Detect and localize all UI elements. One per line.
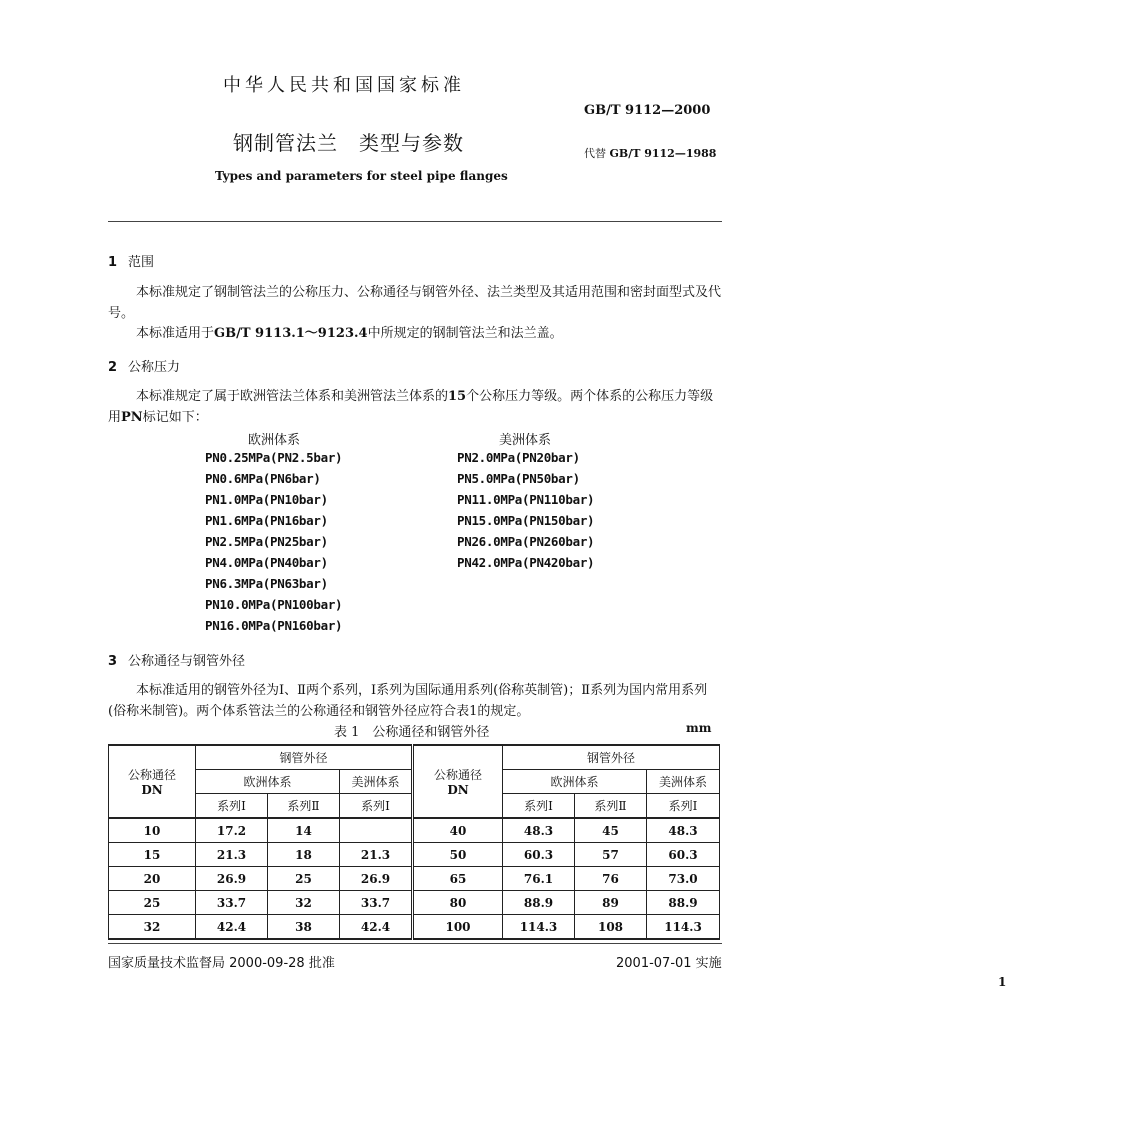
approval-note: 国家质量技术监督局 2000-09-28 批准 [108,956,335,971]
us-pressure-class: PN26.0MPa(PN260bar) [457,534,595,549]
header-label: DN [447,783,469,797]
table-cell: 73.0 [647,867,720,891]
header-divider [108,221,722,222]
footer-divider [108,943,722,944]
table-cell: 14 [268,818,340,843]
paragraph-text: 本标准规定了钢制管法兰的公称压力、公称通径与钢管外径、法兰类型及其适用范围和密封面型式及代号。 [108,285,722,321]
table-cell: 88.9 [647,891,720,915]
effective-date-note: 2001-07-01 实施 [616,956,722,971]
us-pressure-class: PN2.0MPa(PN20bar) [457,450,580,465]
header-series-1: 系列Ⅰ [503,794,575,819]
table-header-row [109,745,720,770]
table-cell: 15 [109,843,196,867]
replaces-code: GB/T 9112—1988 [609,147,717,160]
table-cell: 18 [268,843,340,867]
table-row [109,891,720,915]
table-cell: 89 [575,891,647,915]
table-caption: 表 1 公称通径和钢管外径 [334,725,490,740]
replaces-prefix: 代替 [584,147,606,160]
standard-reference: GB/T 9113.1～9123.4 [214,326,368,341]
header-series-1: 系列Ⅰ [196,794,268,819]
section-title: 公称通径与钢管外径 [128,654,246,669]
table-cell: 57 [575,843,647,867]
table-unit: mm [686,721,712,735]
header-label: 公称通径 [127,768,176,782]
section-3-heading [108,650,245,669]
eu-pressure-class: PN2.5MPa(PN25bar) [205,534,328,549]
section-1-heading [108,251,154,270]
header-label: 公称通径 [433,768,482,782]
us-pressure-class: PN11.0MPa(PN110bar) [457,492,595,507]
table-cell: 80 [413,891,503,915]
header-label: DN [141,783,163,797]
eu-system-heading: 欧洲体系 [248,433,301,448]
table-cell: 100 [413,915,503,940]
table-cell: 25 [268,867,340,891]
section-title: 范围 [128,255,155,270]
header-eu: 欧洲体系 [503,770,647,794]
table-cell: 48.3 [503,818,575,843]
table-row [109,915,720,940]
english-title: Types and parameters for steel pipe flanges [215,169,508,183]
header-series-2: 系列Ⅱ [268,794,340,819]
table-cell: 88.9 [503,891,575,915]
table-row [109,843,720,867]
issuing-nation-title: 中华人民共和国国家标准 [223,75,465,96]
table-cell: 21.3 [196,843,268,867]
section-title: 公称压力 [128,360,181,375]
header-dn [413,745,503,818]
eu-pressure-class: PN6.3MPa(PN63bar) [205,576,328,591]
eu-pressure-class: PN1.0MPa(PN10bar) [205,492,328,507]
header-series-2: 系列Ⅱ [575,794,647,819]
standard-title: 钢制管法兰 类型与参数 [233,131,464,155]
table-cell: 33.7 [340,891,413,915]
section-2-para-1 [108,386,722,428]
page-number: 1 [998,975,1007,989]
header-od: 钢管外径 [503,745,720,770]
table-cell: 26.9 [340,867,413,891]
section-number: 2 [108,360,118,375]
table-cell: 114.3 [647,915,720,940]
header-od: 钢管外径 [196,745,413,770]
header-dn [109,745,196,818]
table-cell: 45 [575,818,647,843]
section-3-para-1 [108,680,722,722]
eu-pressure-class: PN0.6MPa(PN6bar) [205,471,321,486]
eu-pressure-class: PN4.0MPa(PN40bar) [205,555,328,570]
table-cell: 76.1 [503,867,575,891]
table-cell: 65 [413,867,503,891]
table-cell: 21.3 [340,843,413,867]
section-1-para-1 [108,282,722,324]
table-cell: 40 [413,818,503,843]
table-cell: 10 [109,818,196,843]
table-row [109,867,720,891]
eu-pressure-class: PN1.6MPa(PN16bar) [205,513,328,528]
table-cell: 25 [109,891,196,915]
section-number: 1 [108,255,118,270]
paragraph-text: 中所规定的钢制管法兰和法兰盖。 [367,326,563,341]
table-cell: 114.3 [503,915,575,940]
paragraph-text: 个公称压力等级。两个体系的公称压力等级用 [108,389,714,425]
paragraph-text: 标记如下： [142,410,208,425]
header-series-1: 系列Ⅰ [647,794,720,819]
table-cell: 76 [575,867,647,891]
table-cell: 32 [268,891,340,915]
us-pressure-class: PN42.0MPa(PN420bar) [457,555,595,570]
replaces-note [584,145,716,161]
section-number: 3 [108,654,118,669]
section-2-heading [108,356,180,375]
header-us: 美洲体系 [647,770,720,794]
table-cell: 108 [575,915,647,940]
table-cell [340,818,413,843]
paragraph-text: 本标准适用的钢管外径为Ⅰ、Ⅱ两个系列，Ⅰ系列为国际通用系列(俗称英制管)；Ⅱ系列为国内常用系列(俗称米制管)。两个体系管法兰的公称通径和钢管外径应符合表1的规定。 [108,683,708,719]
table-cell: 38 [268,915,340,940]
section-1-para-2 [108,323,722,344]
class-count: 15 [448,389,467,404]
table-cell: 33.7 [196,891,268,915]
table-cell: 20 [109,867,196,891]
table-cell: 48.3 [647,818,720,843]
table-row [109,818,720,843]
standard-code: GB/T 9112—2000 [584,103,711,118]
us-pressure-class: PN5.0MPa(PN50bar) [457,471,580,486]
table-cell: 60.3 [647,843,720,867]
eu-pressure-class: PN0.25MPa(PN2.5bar) [205,450,343,465]
eu-pressure-class: PN16.0MPa(PN160bar) [205,618,343,633]
eu-pressure-class: PN10.0MPa(PN100bar) [205,597,343,612]
us-pressure-class: PN15.0MPa(PN150bar) [457,513,595,528]
paragraph-text: 本标准适用于 [136,326,215,341]
us-system-heading: 美洲体系 [499,433,552,448]
paragraph-text: 本标准规定了属于欧洲管法兰体系和美洲管法兰体系的 [136,389,449,404]
header-us: 美洲体系 [340,770,413,794]
table-cell: 60.3 [503,843,575,867]
table-cell: 50 [413,843,503,867]
table-cell: 26.9 [196,867,268,891]
table-cell: 17.2 [196,818,268,843]
header-series-1: 系列Ⅰ [340,794,413,819]
header-eu: 欧洲体系 [196,770,340,794]
pn-mark: PN [121,410,143,425]
table-1 [108,744,720,940]
table-cell: 42.4 [340,915,413,940]
table-cell: 32 [109,915,196,940]
table-cell: 42.4 [196,915,268,940]
